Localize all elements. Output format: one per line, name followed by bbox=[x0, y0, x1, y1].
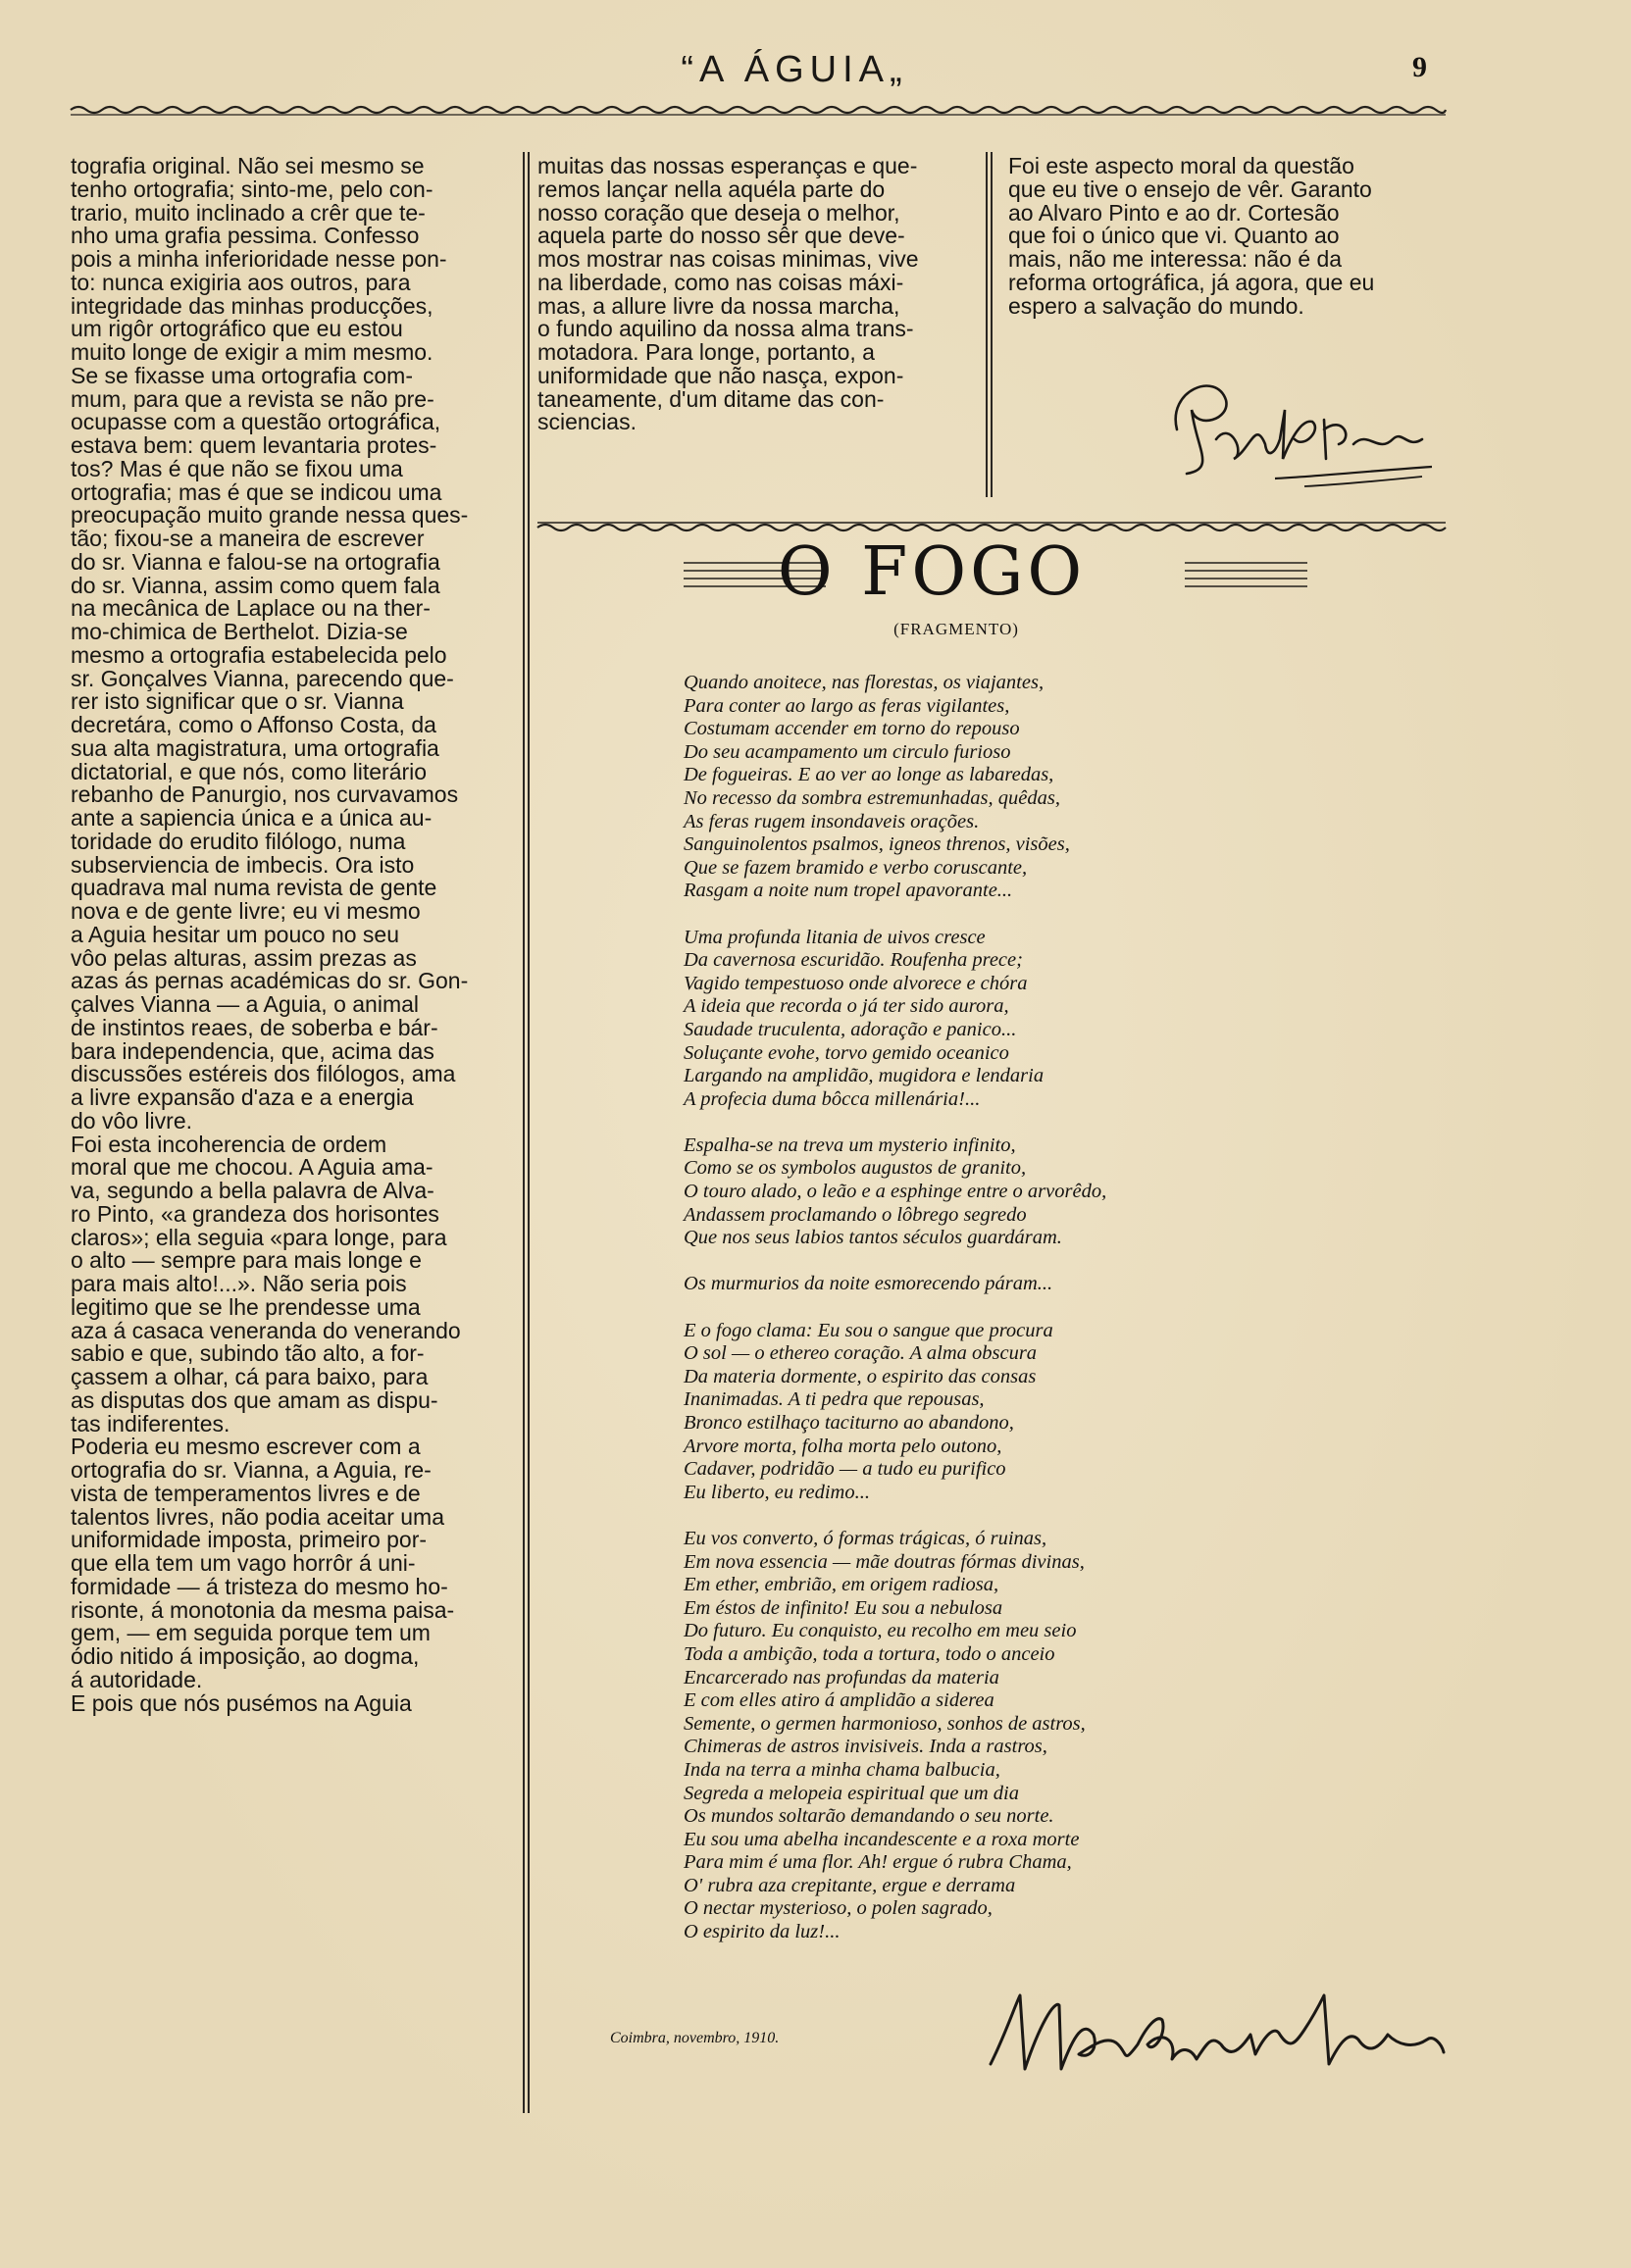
text-line: que eu tive o ensejo de vêr. Garanto bbox=[1008, 176, 1372, 202]
poem-line: Para conter ao largo as feras vigilantes, bbox=[684, 694, 1010, 717]
poem-line: Os mundos soltarão demandando o seu norte. bbox=[684, 1805, 1054, 1828]
poem-line: Cadaver, podridão — a tudo eu purifico bbox=[684, 1458, 1006, 1481]
poem-separator-rule bbox=[537, 525, 1446, 530]
text-line: á autoridade. bbox=[71, 1666, 203, 1692]
title-bars-right bbox=[1185, 563, 1307, 586]
text-line: mos mostrar nas coisas minimas, vive bbox=[537, 246, 919, 272]
poem-line: Quando anoitece, nas florestas, os viajantes, bbox=[684, 672, 1045, 693]
text-line: uniformidade que não nasça, expon- bbox=[537, 362, 904, 388]
text-line: mo-chimica de Berthelot. Dizia-se bbox=[71, 619, 408, 644]
poem-line: Da materia dormente, o espirito das consas bbox=[684, 1365, 1037, 1387]
poem-line: O touro alado, o leão e a esphinge entre o arvorêdo, bbox=[684, 1181, 1107, 1203]
text-line: decretára, como o Affonso Costa, da bbox=[71, 712, 436, 737]
text-line: para mais alto!...». Não seria pois bbox=[71, 1271, 407, 1296]
text-line: ortografia; mas é que se indicou uma bbox=[71, 479, 442, 505]
poem-stanza bbox=[684, 927, 1272, 1112]
poem-title: O FOGO bbox=[777, 533, 1087, 611]
column-divider-left-a bbox=[523, 152, 525, 2113]
text-line: reforma ortográfica, já agora, que eu bbox=[1008, 269, 1375, 295]
text-line: vôo pelas alturas, assim prezas as bbox=[71, 944, 417, 971]
poem-line: Costumam accender em torno do repouso bbox=[684, 718, 1020, 740]
article-column-1 bbox=[71, 154, 510, 1714]
text-line: a livre expansão d'aza e a energia bbox=[71, 1084, 414, 1110]
text-line: uniformidade imposta, primeiro por- bbox=[71, 1527, 428, 1553]
poem-line: Do seu acampamento um circulo furioso bbox=[684, 740, 1011, 763]
poem-line: Eu liberto, eu redimo... bbox=[684, 1481, 870, 1503]
text-line: gem, — em seguida porque tem um bbox=[71, 1620, 431, 1646]
poem-line: Como se os symbolos augustos de granito, bbox=[684, 1157, 1027, 1180]
text-line: de instintos reaes, de soberba e bár- bbox=[71, 1014, 438, 1040]
text-line: Foi esta incoherencia de ordem bbox=[71, 1131, 387, 1157]
text-line: sua alta magistratura, uma ortografia bbox=[71, 734, 439, 761]
poem-line: O' rubra aza crepitante, ergue e derrama bbox=[684, 1874, 1016, 1896]
text-line: vista de temperamentos livres e de bbox=[71, 1480, 421, 1506]
poem-line: Para mim é uma flor. Ah! ergue ó rubra Chama, bbox=[684, 1851, 1072, 1874]
text-line: as disputas dos que amam as dispu- bbox=[71, 1386, 438, 1413]
poem-line: E com elles atiro á amplidão a siderea bbox=[684, 1689, 994, 1712]
poem-stanza bbox=[684, 1134, 1272, 1250]
text-line: mum, para que a revista se não pre- bbox=[71, 385, 434, 412]
text-line: dictatorial, e que nós, como literário bbox=[71, 758, 428, 784]
text-line: na mecânica de Laplace ou na ther- bbox=[71, 595, 431, 622]
text-line: ao Alvaro Pinto e ao dr. Cortesão bbox=[1008, 199, 1340, 226]
poem-line: No recesso da sombra estremunhadas, quêdas, bbox=[684, 786, 1060, 809]
signature-raul-proenca bbox=[1157, 361, 1442, 508]
text-line: to: nunca exigiria aos outros, para bbox=[71, 269, 411, 295]
article-column-3 bbox=[1008, 154, 1450, 317]
poem-line: Em nova essencia — mãe doutras fórmas divinas, bbox=[684, 1550, 1085, 1573]
poem-line: Os murmurios da noite esmorecendo páram... bbox=[684, 1273, 1053, 1295]
text-line: muito longe de exigir a mim mesmo. bbox=[71, 339, 433, 365]
poem-line: O nectar mysterioso, o polen sagrado, bbox=[684, 1897, 993, 1920]
poem-line: A ideia que recorda o já ter sido aurora, bbox=[684, 995, 1009, 1018]
poem-line: Arvore morta, folha morta pelo outono, bbox=[684, 1435, 1002, 1457]
text-line: mesmo a ortografia estabelecida pelo bbox=[71, 641, 447, 668]
text-line: azas ás pernas académicas do sr. Gon- bbox=[71, 968, 469, 994]
text-line: rebanho de Panurgio, nos curvavamos bbox=[71, 781, 459, 808]
text-line: ante a sapiencia única e a única au- bbox=[71, 805, 433, 831]
poem-stanza bbox=[684, 1320, 1272, 1505]
text-line: toridade do erudito filólogo, numa bbox=[71, 828, 406, 854]
text-line: rer isto significar que o sr. Vianna bbox=[71, 688, 404, 715]
text-line: tografia original. Não sei mesmo se bbox=[71, 153, 425, 178]
text-line: tenho ortografia; sinto-me, pelo con- bbox=[71, 176, 433, 202]
text-line: sciencias. bbox=[537, 409, 637, 435]
poem-line: Rasgam a noite num tropel apavorante... bbox=[684, 880, 1013, 902]
poem-line: De fogueiras. E ao ver ao longe as labaredas, bbox=[684, 764, 1054, 786]
text-line: o alto — sempre para mais longe e bbox=[71, 1247, 422, 1274]
poem-line: Do futuro. Eu conquisto, eu recolho em meu seio bbox=[684, 1620, 1077, 1642]
text-line: tão; fixou-se a maneira de escrever bbox=[71, 526, 425, 551]
poem-stanza bbox=[684, 1528, 1272, 1944]
text-line: E pois que nós pusémos na Aguia bbox=[71, 1689, 412, 1716]
poem-line: Semente, o germen harmonioso, sonhos de astros, bbox=[684, 1712, 1086, 1735]
text-line: taneamente, d'um ditame das con- bbox=[537, 385, 885, 412]
text-line: quadrava mal numa revista de gente bbox=[71, 875, 437, 901]
text-line: do sr. Vianna, assim como quem fala bbox=[71, 572, 440, 598]
poem-line: Andassem proclamando o lôbrego segredo bbox=[684, 1203, 1027, 1226]
header-rule bbox=[71, 107, 1446, 113]
poem-line: Da cavernosa escuridão. Roufenha prece; bbox=[684, 949, 1023, 972]
poem-line: Chimeras de astros invisiveis. Inda a rastros, bbox=[684, 1736, 1047, 1758]
poem-line: Encarcerado nas profundas da materia bbox=[684, 1666, 999, 1688]
text-line: mais, não me interessa: não é da bbox=[1008, 246, 1343, 272]
poem-line: Inanimadas. A ti pedra que repousas, bbox=[684, 1388, 985, 1411]
text-line: ortografia do sr. Vianna, a Aguia, re- bbox=[71, 1457, 432, 1483]
text-line: trario, muito inclinado a crêr que te- bbox=[71, 199, 426, 226]
poem-line: Bronco estilhaço taciturno ao abandono, bbox=[684, 1412, 1014, 1434]
text-line: mas, a allure livre da nossa marcha, bbox=[537, 292, 900, 319]
text-line: ocupasse com a questão ortográfica, bbox=[71, 409, 441, 435]
poem-line: E o fogo clama: Eu sou o sangue que procura bbox=[684, 1319, 1053, 1341]
poem-line: Uma profunda litania de uivos cresce bbox=[684, 926, 986, 948]
poem-line: Soluçante evohe, torvo gemido oceanico bbox=[684, 1041, 1009, 1064]
poem-line: Que se fazem bramido e verbo coruscante, bbox=[684, 856, 1028, 879]
text-line: çassem a olhar, cá para baixo, para bbox=[71, 1364, 429, 1389]
poem-line: Eu vos converto, ó formas trágicas, ó ruinas, bbox=[684, 1527, 1047, 1549]
text-line: ódio nitido á imposição, ao dogma, bbox=[71, 1643, 420, 1669]
poem-line: Em éstos de infinito! Eu sou a nebulosa bbox=[684, 1596, 1003, 1619]
text-line: espero a salvação do mundo. bbox=[1008, 292, 1304, 319]
poem-line: Em ether, embrião, em origem radiosa, bbox=[684, 1574, 999, 1596]
poem-line: Espalha-se na treva um mysterio infinito, bbox=[684, 1134, 1016, 1156]
text-line: do vôo livre. bbox=[71, 1107, 193, 1134]
text-line: a Aguia hesitar um pouco no seu bbox=[71, 921, 400, 947]
text-line: motadora. Para longe, portanto, a bbox=[537, 339, 875, 365]
text-line: subserviencia de imbecis. Ora isto bbox=[71, 851, 415, 878]
text-line: do sr. Vianna e falou-se na ortografia bbox=[71, 548, 440, 575]
text-line: nho uma grafia pessima. Confesso bbox=[71, 223, 420, 249]
text-line: remos lançar nella aquéla parte do bbox=[537, 176, 886, 202]
place-date: Coimbra, novembro, 1910. bbox=[610, 2030, 780, 2046]
poem-stanza bbox=[684, 672, 1272, 903]
poem-line: A profecia duma bôcca millenária!... bbox=[684, 1087, 981, 1110]
poem-line: Saudade truculenta, adoração e panico... bbox=[684, 1018, 1017, 1040]
running-title: “A ÁGUIA„ bbox=[681, 49, 908, 90]
text-line: preocupação muito grande nessa ques- bbox=[71, 502, 469, 529]
text-line: tos? Mas é que não se fixou uma bbox=[71, 455, 403, 481]
text-line: discussões estéreis dos filólogos, ama bbox=[71, 1061, 456, 1087]
text-line: integridade das minhas producções, bbox=[71, 292, 433, 319]
text-line: estava bem: quem levantaria protes- bbox=[71, 432, 437, 458]
poem-subtitle: (FRAGMENTO) bbox=[893, 620, 1019, 638]
column-divider-right-b bbox=[991, 152, 993, 497]
text-line: aza á casaca veneranda do venerando bbox=[71, 1317, 461, 1343]
poem-body bbox=[684, 672, 1272, 1967]
poem-line: Toda a ambição, toda a tortura, todo o anceio bbox=[684, 1642, 1055, 1665]
article-column-2 bbox=[537, 154, 975, 433]
poem-stanza bbox=[684, 1273, 1272, 1296]
poem-line: Vagido tempestuoso onde alvorece e chóra bbox=[684, 972, 1028, 994]
text-line: aquela parte do nosso sêr que deve- bbox=[537, 223, 905, 249]
poem-line: Segreda a melopeia espiritual que um dia bbox=[684, 1782, 1019, 1804]
text-line: tas indiferentes. bbox=[71, 1410, 230, 1436]
text-line: bara independencia, que, acima das bbox=[71, 1037, 434, 1064]
text-line: que ella tem um vago horrôr á uni- bbox=[71, 1550, 416, 1576]
poem-line: Largando na amplidão, mugidora e lendaria bbox=[684, 1065, 1045, 1087]
poem-line: Que nos seus labios tantos séculos guardáram. bbox=[684, 1227, 1062, 1249]
column-divider-right-a bbox=[986, 152, 988, 497]
text-line: sr. Gonçalves Vianna, parecendo que- bbox=[71, 665, 454, 691]
text-line: claros»; ella seguia «para longe, para bbox=[71, 1224, 447, 1250]
text-line: um rigôr ortográfico que eu estou bbox=[71, 316, 403, 342]
text-line: formidade — á tristeza do mesmo ho- bbox=[71, 1573, 448, 1599]
text-line: talentos livres, não podia aceitar uma bbox=[71, 1503, 444, 1530]
text-line: nosso coração que deseja o melhor, bbox=[537, 199, 900, 226]
text-line: ro Pinto, «a grandeza dos horisontes bbox=[71, 1200, 439, 1227]
column-divider-left-b bbox=[528, 152, 530, 2113]
text-line: o fundo aquilino da nossa alma trans- bbox=[537, 316, 914, 342]
text-line: Poderia eu mesmo escrever com a bbox=[71, 1434, 421, 1460]
text-line: Se se fixasse uma ortografia com- bbox=[71, 362, 413, 388]
poem-line: O espirito da luz!... bbox=[684, 1921, 841, 1943]
text-line: Foi este aspecto moral da questão bbox=[1008, 153, 1354, 178]
text-line: va, segundo a bella palavra de Alva- bbox=[71, 1178, 434, 1203]
text-line: çalves Vianna — a Aguia, o animal bbox=[71, 991, 420, 1017]
text-line: nova e de gente livre; eu vi mesmo bbox=[71, 898, 421, 924]
poem-line: Inda na terra a minha chama balbucia, bbox=[684, 1758, 1000, 1781]
text-line: muitas das nossas esperanças e que- bbox=[537, 153, 918, 178]
signature-mario-beirao bbox=[981, 1976, 1452, 2084]
poem-line: O sol — o ethereo coração. A alma obscura bbox=[684, 1342, 1038, 1365]
text-line: moral que me chocou. A Aguia ama- bbox=[71, 1154, 433, 1181]
text-line: que foi o único que vi. Quanto ao bbox=[1008, 223, 1340, 249]
text-line: sabio e que, subindo tão alto, a for- bbox=[71, 1340, 425, 1367]
text-line: na liberdade, como nas coisas máxi- bbox=[537, 269, 904, 295]
text-line: risonte, á monotonia da mesma paisa- bbox=[71, 1596, 455, 1623]
text-line: pois a minha inferioridade nesse pon- bbox=[71, 246, 447, 272]
page-number: 9 bbox=[1412, 51, 1427, 83]
poem-line: As feras rugem insondaveis orações. bbox=[684, 810, 980, 832]
poem-line: Eu sou uma abelha incandescente e a roxa morte bbox=[684, 1828, 1080, 1850]
text-line: legitimo que se lhe prendesse uma bbox=[71, 1293, 421, 1320]
poem-line: Sanguinolentos psalmos, igneos threnos, visões, bbox=[684, 833, 1070, 856]
